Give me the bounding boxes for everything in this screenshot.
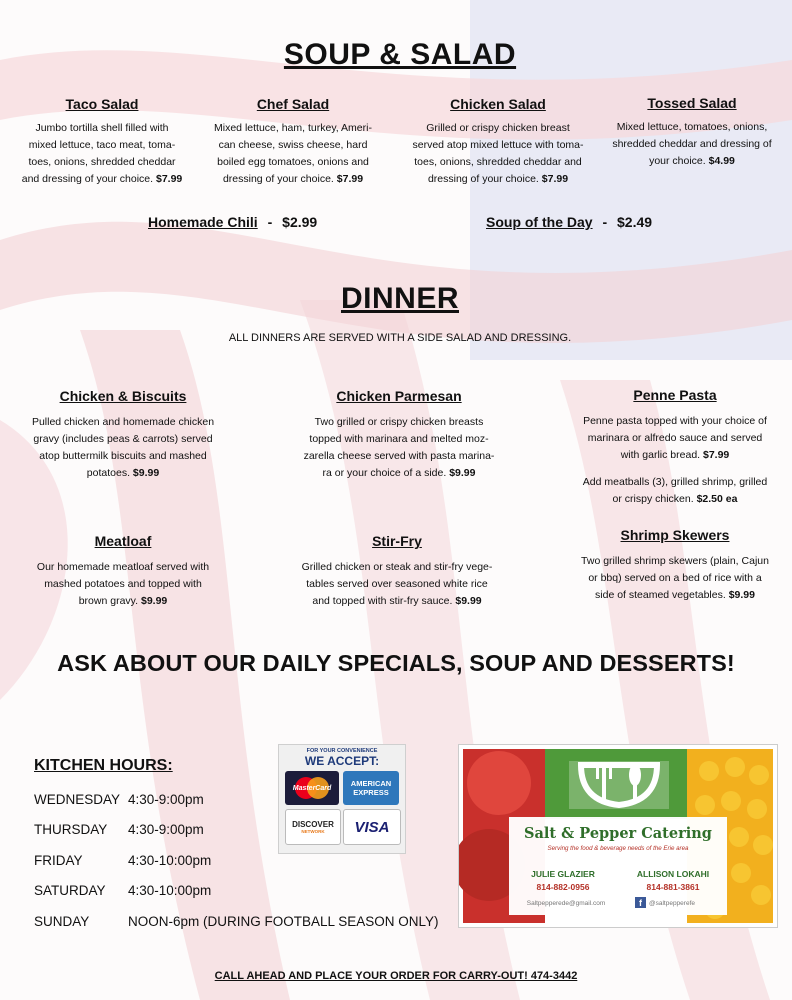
item-price: $7.99 [703, 449, 730, 461]
menu-item-stir-fry [284, 533, 510, 610]
item-price: $9.99 [132, 467, 160, 479]
hours-row [34, 883, 211, 898]
item-name: Stir-Fry [372, 533, 422, 549]
item-description: Two grilled shrimp skewers (plain, Cajun or bbq) served on a bed of rice with a side of steamed vegetables. $9.99 [581, 555, 769, 601]
hours-day: SATURDAY [34, 883, 106, 898]
item-name: Chicken Parmesan [336, 388, 462, 404]
catering-tagline: Serving the food & beverage needs of the Erie area [547, 845, 689, 852]
item-name: Tossed Salad [647, 95, 737, 111]
hours-time: NOON-6pm (DURING FOOTBALL SEASON ONLY) [128, 914, 439, 929]
discover-logo: DISCOVER NETWORK [285, 809, 341, 845]
soup-name: Soup of the Day [486, 214, 593, 230]
item-description: Our homemade meatloaf served with mashed potatoes and topped with brown gravy. $9.99 [36, 561, 210, 607]
item-description: Two grilled or crispy chicken breasts topped with marinara and melted moz- zarella cheese served with pasta marina- ra or your choice of a side. $9.99 [303, 416, 495, 479]
menu-item-penne-pasta [566, 387, 784, 508]
payment-cards-panel [278, 744, 406, 854]
dinner-heading: DINNER [340, 282, 459, 315]
convenience-text: FOR YOUR CONVENIENCE [306, 748, 378, 754]
hours-row [34, 792, 204, 807]
hours-time: 4:30-10:00pm [128, 883, 212, 898]
hours-day: THURSDAY [34, 822, 108, 837]
item-description: Mixed lettuce, ham, turkey, Ameri- can cheese, swiss cheese, hard boiled egg tomatoes, onions and dressing of your choice. $7.99 [214, 122, 372, 185]
menu-item-taco-salad [14, 96, 190, 188]
hours-time: 4:30-10:00pm [128, 853, 212, 868]
menu-item-chicken-salad [400, 96, 596, 188]
item-name: Chicken Salad [450, 96, 546, 112]
plate-utensils-icon [569, 761, 669, 809]
menu-item-tossed-salad [604, 95, 780, 170]
facebook-icon: f [635, 897, 646, 908]
menu-item-chef-salad [205, 96, 381, 188]
item-description: Jumbo tortilla shell filled with mixed lettuce, taco meat, toma- toes, onions, shredded cheddar and dressing of your choice. $7.99 [21, 122, 183, 185]
menu-item-chicken-biscuits [20, 388, 226, 482]
contact-name: ALLISON LOKAHI [636, 869, 710, 879]
contact-name: JULIE GLAZIER [531, 869, 595, 879]
item-price: $7.99 [155, 173, 183, 185]
catering-name: Salt & Pepper Catering [524, 825, 712, 842]
item-description: Penne pasta topped with your choice of marinara or alfredo sauce and served with garlic bread. $7.99 [583, 415, 767, 461]
catering-ad [458, 744, 778, 928]
contact-phone: 814-882-0956 [536, 882, 590, 892]
item-name: Chef Salad [256, 96, 330, 112]
menu-item-chicken-parmesan [290, 388, 508, 482]
chili-price: $2.99 [282, 214, 318, 230]
hours-row [34, 822, 204, 837]
visa-logo: VISA [343, 809, 401, 845]
hours-row [34, 853, 211, 868]
hours-row [34, 914, 439, 929]
catering-facebook: @saltpepperefe [649, 900, 695, 907]
addon-price: $2.50 ea [696, 493, 738, 505]
dinner-note: ALL DINNERS ARE SERVED WITH A SIDE SALAD AND DRESSING. [228, 332, 572, 344]
item-price: $9.99 [140, 595, 168, 607]
carry-out-footer: CALL AHEAD AND PLACE YOUR ORDER FOR CARRY-OUT! 474-3442 [214, 970, 578, 982]
catering-email: Saltpepperede@gmail.com [526, 900, 606, 907]
item-price: $7.99 [541, 173, 569, 185]
we-accept-text: WE ACCEPT: [304, 754, 380, 768]
contact-phone: 814-881-3861 [646, 882, 700, 892]
item-description: Grilled or crispy chicken breast served atop mixed lettuce with toma- toes, onions, shredded cheddar and dressing of your choice. $7.99 [412, 122, 584, 185]
kitchen-hours-title: KITCHEN HOURS: [34, 757, 173, 774]
item-description: Mixed lettuce, tomatoes, onions, shredded cheddar and dressing of your choice. $4.99 [612, 121, 772, 167]
item-price: $9.99 [455, 595, 482, 607]
soup-price: $2.49 [617, 214, 653, 230]
chili-line: Homemade Chili - $2.99 [148, 214, 318, 230]
item-description: Grilled chicken or steak and stir-fry vege- tables served over seasoned white rice and topped with stir-fry sauce. $9.99 [301, 561, 493, 607]
mastercard-logo: MasterCard [285, 771, 339, 805]
item-name: Taco Salad [65, 96, 139, 112]
soup-of-day-line: Soup of the Day - $2.49 [486, 214, 653, 230]
soup-salad-heading: SOUP & SALAD [283, 38, 517, 71]
chili-name: Homemade Chili [148, 214, 258, 230]
hours-time: 4:30-9:00pm [128, 792, 204, 807]
item-price: $9.99 [728, 589, 755, 601]
item-price: $9.99 [449, 467, 476, 479]
specials-banner: ASK ABOUT OUR DAILY SPECIALS, SOUP AND DESSERTS! [57, 650, 735, 676]
item-price: $7.99 [336, 173, 364, 185]
item-addon: Add meatballs (3), grilled shrimp, grilled or crispy chicken. $2.50 ea [582, 476, 768, 505]
item-price: $4.99 [708, 155, 735, 167]
item-description: Pulled chicken and homemade chicken gravy (includes peas & carrots) served atop buttermilk biscuits and mashed potatoes. $9.99 [31, 416, 215, 479]
hours-time: 4:30-9:00pm [128, 822, 204, 837]
hours-day: FRIDAY [34, 853, 83, 868]
item-name: Chicken & Biscuits [59, 388, 187, 404]
menu-item-meatloaf [20, 533, 226, 610]
item-name: Meatloaf [94, 533, 152, 549]
menu-item-shrimp-skewers [566, 527, 784, 604]
amex-logo: AMERICAN EXPRESS [343, 771, 399, 805]
hours-day: SUNDAY [34, 914, 90, 929]
item-name: Shrimp Skewers [620, 527, 730, 543]
item-name: Penne Pasta [633, 387, 717, 403]
hours-day: WEDNESDAY [34, 792, 121, 807]
